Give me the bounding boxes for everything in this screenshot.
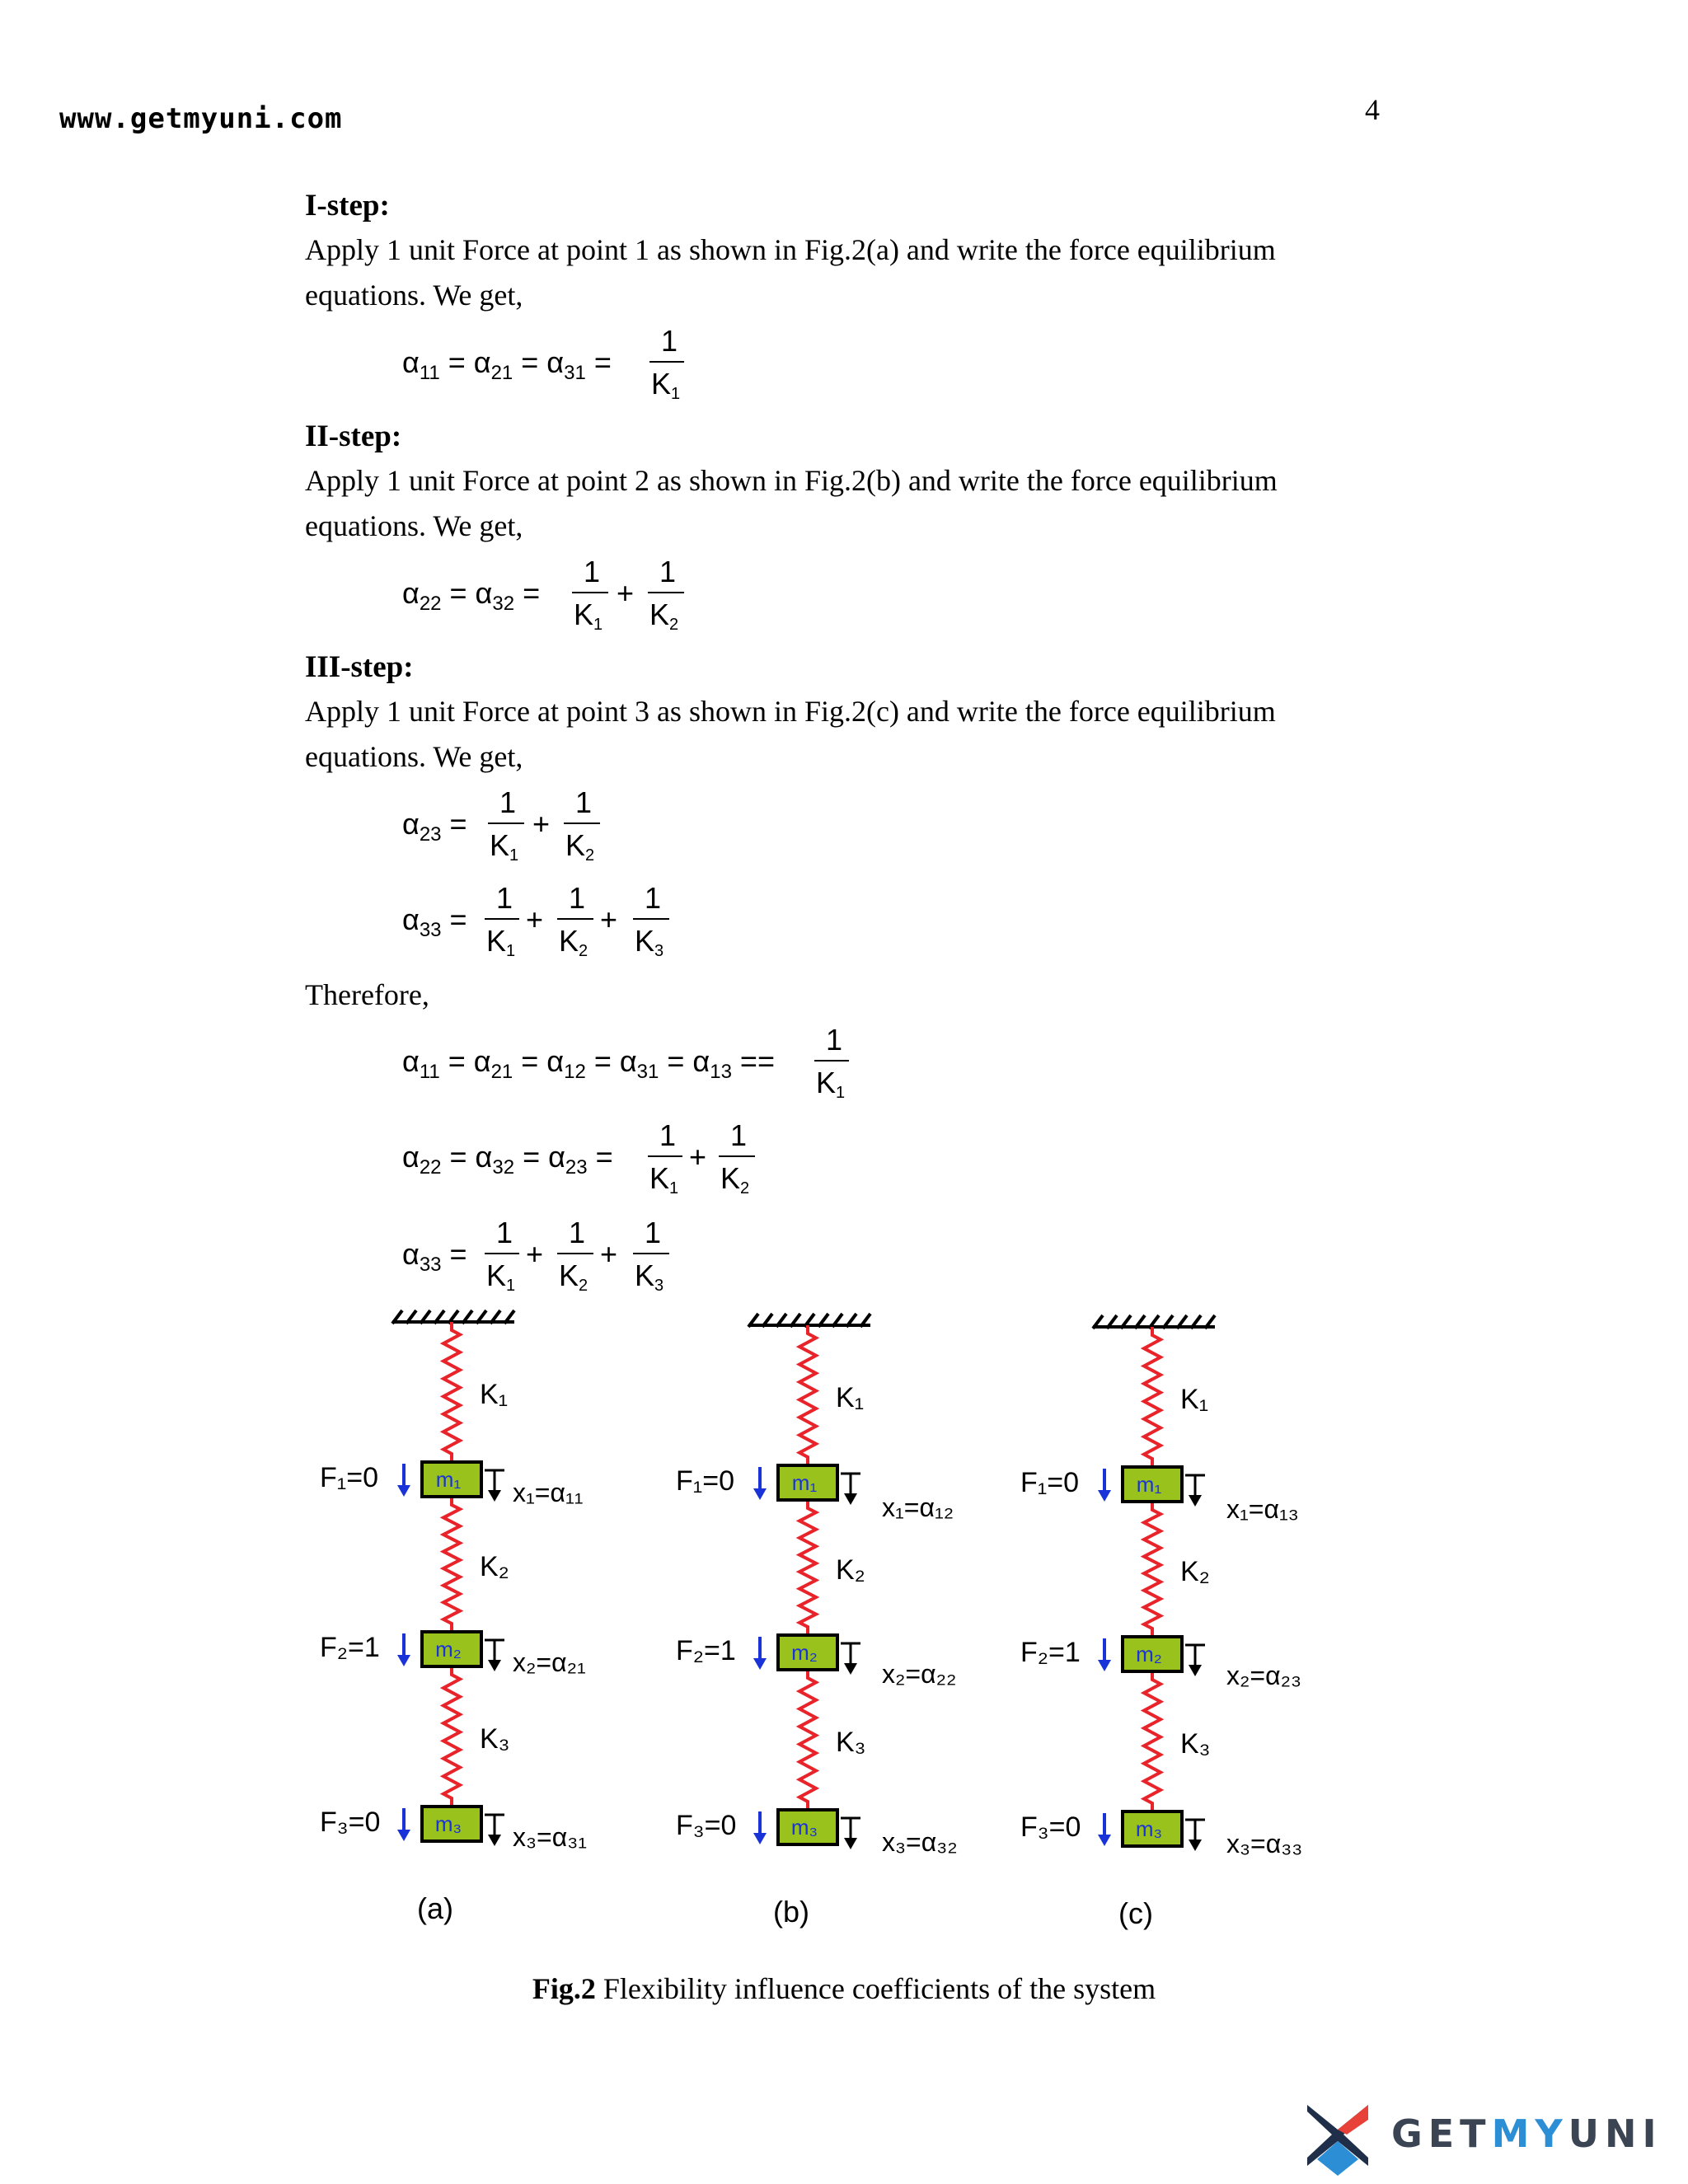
panel-label-a: (a) xyxy=(417,1891,453,1925)
mass-label-m1: m₁ xyxy=(791,1470,818,1495)
svg-text:K2: K2 xyxy=(720,1161,750,1197)
spring-3 xyxy=(443,1666,460,1807)
svg-text:1: 1 xyxy=(661,324,678,358)
svg-text:K1: K1 xyxy=(651,367,681,403)
displacement-arrowhead-x3 xyxy=(488,1835,501,1846)
svg-text:1: 1 xyxy=(826,1023,843,1057)
svg-text:K1: K1 xyxy=(486,924,516,960)
step-2-text: Apply 1 unit Force at point 2 as shown in Fig.2(b) and write the force equilibrium equations. We get, xyxy=(305,464,1278,542)
svg-text:+: + xyxy=(617,576,635,610)
svg-text:K1: K1 xyxy=(490,828,519,865)
spring-label-k3: K₃ xyxy=(836,1727,866,1758)
force-arrowhead-f2 xyxy=(753,1658,767,1670)
svg-text:+: + xyxy=(532,807,551,841)
svg-text:K3: K3 xyxy=(635,1258,664,1295)
svg-text:K2: K2 xyxy=(559,924,588,960)
svg-text:+: + xyxy=(600,902,618,936)
svg-text:+: + xyxy=(689,1140,707,1174)
figure-caption-text: Flexibility influence coefficients of the system xyxy=(595,1972,1156,2005)
panel-label-c: (c) xyxy=(1118,1896,1153,1930)
mass-label-m1: m₁ xyxy=(1136,1472,1162,1497)
force-arrowhead-f2 xyxy=(397,1655,410,1666)
force-label-f1: F₁=0 xyxy=(676,1465,735,1497)
figure-panel-a xyxy=(320,1310,587,1925)
svg-text:α22 = α32 =: $\alpha_{22} = \alpha_{32}$ = xyxy=(402,576,541,615)
force-label-f3: F₃=0 xyxy=(320,1807,381,1838)
displacement-label-x1: x₁=α₁₁ xyxy=(513,1478,584,1507)
spring-label-k1: K₁ xyxy=(480,1379,509,1410)
svg-text:K1: K1 xyxy=(486,1258,516,1295)
displacement-label-x3: x₃=α₃₁ xyxy=(513,1822,588,1852)
spring-1 xyxy=(799,1325,816,1465)
displacement-arrowhead-x1 xyxy=(844,1493,857,1505)
force-arrowhead-f1 xyxy=(397,1485,410,1497)
step-2-heading: II-step: xyxy=(305,419,402,453)
step-3-text: Apply 1 unit Force at point 3 as shown in Fig.2(c) and write the force equilibrium equations. We get, xyxy=(305,695,1276,773)
spring-label-k1: K₁ xyxy=(1180,1384,1209,1415)
displacement-label-x3: x₃=α₃₂ xyxy=(882,1827,958,1857)
displacement-arrowhead-x2 xyxy=(488,1660,501,1671)
spring-label-k2: K₂ xyxy=(1180,1556,1210,1587)
force-label-f2: F₂=1 xyxy=(320,1632,380,1663)
displacement-label-x2: x₂=α₂₁ xyxy=(513,1647,586,1677)
website-header: www.getmyuni.com xyxy=(59,102,343,135)
force-arrowhead-f1 xyxy=(753,1488,767,1500)
force-label-f1: F₁=0 xyxy=(320,1462,379,1493)
spring-2 xyxy=(1144,1502,1160,1637)
spring-label-k3: K₃ xyxy=(1180,1728,1211,1760)
getmyuni-logo xyxy=(1301,2095,1662,2177)
step-1-text: Apply 1 unit Force at point 1 as shown in Fig.2(a) and write the force equilibrium equations. We get, xyxy=(305,233,1276,312)
mass-label-m3: m₃ xyxy=(1135,1816,1163,1841)
displacement-arrowhead-x1 xyxy=(488,1490,501,1502)
svg-text:1: 1 xyxy=(645,1216,662,1249)
mass-label-m1: m₁ xyxy=(435,1467,462,1492)
svg-text:1: 1 xyxy=(659,555,677,588)
displacement-label-x1: x₁=α₁₂ xyxy=(882,1493,954,1522)
svg-text:1: 1 xyxy=(730,1118,748,1152)
svg-text:1: 1 xyxy=(575,785,593,819)
svg-text:K1: K1 xyxy=(816,1066,846,1102)
spring-label-k3: K₃ xyxy=(480,1723,510,1755)
svg-text:1: 1 xyxy=(645,881,662,915)
svg-text:α11 = α21 = α31 =: $\alpha_{11} = \alpha_{21} = \alpha_{31}$ = xyxy=(402,345,612,384)
therefore-text: Therefore, xyxy=(305,978,429,1011)
svg-text:K2: K2 xyxy=(559,1258,588,1295)
svg-text:K2: K2 xyxy=(565,828,595,865)
svg-text:1: 1 xyxy=(584,555,601,588)
displacement-label-x1: x₁=α₁₃ xyxy=(1226,1494,1299,1524)
logo-part-get: GET xyxy=(1391,2111,1492,2156)
svg-text:1: 1 xyxy=(569,881,586,915)
force-label-f3: F₃=0 xyxy=(676,1810,737,1841)
spring-1 xyxy=(1144,1327,1160,1467)
mass-label-m3: m₃ xyxy=(790,1815,818,1840)
spring-label-k1: K₁ xyxy=(836,1382,865,1413)
svg-text:+: + xyxy=(600,1237,618,1271)
displacement-label-x2: x₂=α₂₂ xyxy=(882,1659,957,1689)
spring-label-k2: K₂ xyxy=(480,1551,509,1582)
logo-part-my: MY xyxy=(1491,2111,1568,2156)
svg-text:α11 = α21 = α12 = α31 = α13 ==: $\alpha_{11} = \alpha_{21} = \alpha_{12} = \alpha_{31} = \alpha_{13}$ == xyxy=(402,1044,775,1083)
spring-1 xyxy=(443,1322,460,1462)
force-arrowhead-f3 xyxy=(753,1833,767,1844)
displacement-label-x2: x₂=α₂₃ xyxy=(1226,1661,1302,1690)
svg-text:1: 1 xyxy=(499,785,517,819)
svg-text:α33 =: $\alpha_{33}$ = xyxy=(402,902,467,941)
logo-mark-icon xyxy=(1301,2095,1375,2177)
svg-text:+: + xyxy=(526,902,544,936)
force-arrowhead-f2 xyxy=(1098,1660,1111,1671)
svg-text:1: 1 xyxy=(569,1216,586,1249)
svg-text:K1: K1 xyxy=(574,598,603,634)
force-arrowhead-f1 xyxy=(1098,1490,1111,1502)
svg-text:α22 = α32 = α23 =: $\alpha_{22} = \alpha_{32} = \alpha_{23}$ = xyxy=(402,1140,613,1179)
force-label-f2: F₂=1 xyxy=(676,1635,736,1666)
step-1-heading: I-step: xyxy=(305,189,390,223)
spring-3 xyxy=(1144,1671,1160,1811)
spring-2 xyxy=(443,1497,460,1632)
step-3-heading: III-step: xyxy=(305,650,414,684)
svg-text:α23 =: $\alpha_{23}$ = xyxy=(402,807,467,846)
spring-3 xyxy=(799,1670,816,1810)
displacement-label-x3: x₃=α₃₃ xyxy=(1226,1829,1303,1858)
svg-text:1: 1 xyxy=(496,1216,513,1249)
logo-wordmark xyxy=(1391,2111,1662,2156)
mass-label-m3: m₃ xyxy=(434,1811,462,1836)
figure-caption xyxy=(0,1971,1688,2006)
svg-text:K3: K3 xyxy=(635,924,664,960)
displacement-arrowhead-x1 xyxy=(1189,1495,1202,1507)
force-label-f2: F₂=1 xyxy=(1020,1637,1081,1668)
logo-part-uni: UNI xyxy=(1568,2111,1662,2156)
svg-text:α33 =: $\alpha_{33}$ = xyxy=(402,1237,467,1276)
force-arrowhead-f3 xyxy=(1098,1835,1111,1846)
panel-label-b: (b) xyxy=(773,1895,809,1929)
displacement-arrowhead-x2 xyxy=(844,1663,857,1675)
mass-label-m2: m₂ xyxy=(435,1637,462,1661)
svg-text:1: 1 xyxy=(496,881,513,915)
svg-text:+: + xyxy=(526,1237,544,1271)
spring-2 xyxy=(799,1500,816,1635)
force-label-f1: F₁=0 xyxy=(1020,1467,1080,1498)
displacement-arrowhead-x3 xyxy=(844,1838,857,1849)
displacement-arrowhead-x3 xyxy=(1189,1840,1202,1851)
spring-label-k2: K₂ xyxy=(836,1554,865,1586)
displacement-arrowhead-x2 xyxy=(1189,1665,1202,1676)
figure-caption-label: Fig.2 xyxy=(532,1972,596,2005)
mass-label-m2: m₂ xyxy=(791,1640,818,1665)
mass-label-m2: m₂ xyxy=(1136,1642,1162,1666)
figure-panel-b xyxy=(676,1314,958,1929)
figure-panel-c xyxy=(1020,1315,1302,1930)
svg-text:1: 1 xyxy=(659,1118,677,1152)
svg-text:K2: K2 xyxy=(649,598,679,634)
svg-text:K1: K1 xyxy=(649,1161,679,1197)
force-arrowhead-f3 xyxy=(397,1830,410,1841)
page-number: 4 xyxy=(1365,93,1380,126)
force-label-f3: F₃=0 xyxy=(1020,1811,1081,1843)
